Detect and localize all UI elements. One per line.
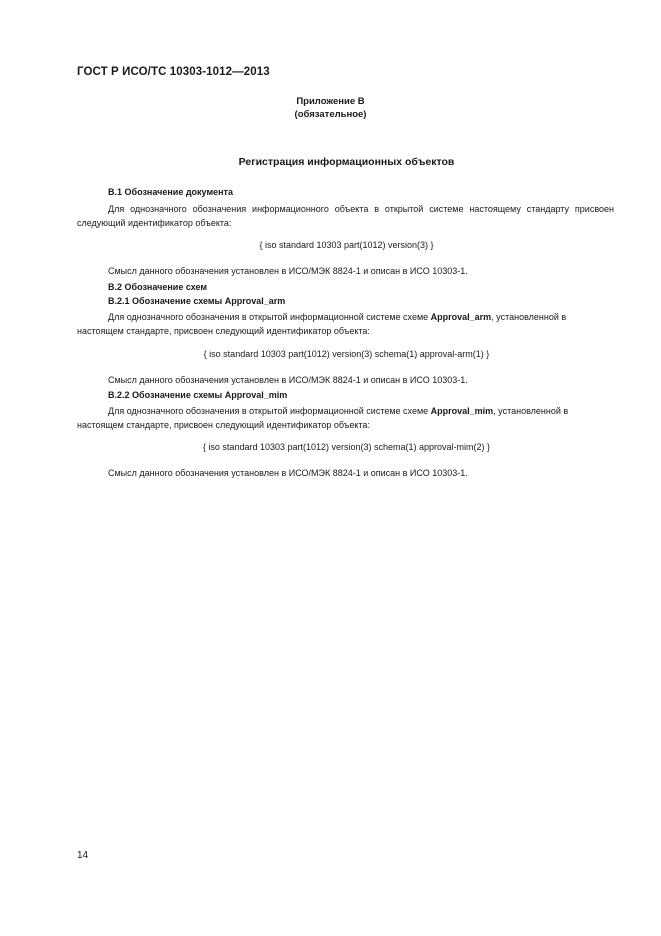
object-identifier-b22: { iso standard 10303 part(1012) version(3) schema(1) approval-mim(2) } <box>202 442 491 452</box>
schema-name-arm: Approval_arm <box>430 312 492 322</box>
section-heading-b21: В.2.1 Обозначение схемы Approval_arm <box>108 296 286 306</box>
section-heading-b1: В.1 Обозначение документа <box>108 187 233 197</box>
paragraph-b21-text-before: Для однозначного обозначения в открытой информационной системе схеме <box>108 312 431 322</box>
paragraph-b1 <box>77 203 614 230</box>
paragraph-b22 <box>77 405 614 432</box>
object-identifier-b21: { iso standard 10303 part(1012) version(3) schema(1) approval-arm(1) } <box>203 349 490 359</box>
note-b21: Смысл данного обозначения установлен в ИСО/МЭК 8824-1 и описан в ИСО 10303-1. <box>108 375 468 385</box>
annex-title: Регистрация информационных объектов <box>238 156 455 168</box>
object-identifier-b1: { iso standard 10303 part(1012) version(3) } <box>259 240 434 250</box>
note-b1: Смысл данного обозначения установлен в ИСО/МЭК 8824-1 и описан в ИСО 10303-1. <box>108 266 468 276</box>
paragraph-b1-text: Для однозначного обозначения информационного объекта в открытой системе настоящему стандарту присвоен следующий идентификатор объекта: <box>77 204 614 228</box>
schema-name-mim: Approval_mim <box>430 406 494 416</box>
section-heading-b2: В.2 Обозначение схем <box>108 282 208 292</box>
page-number: 14 <box>77 850 89 861</box>
annex-label: Приложение В <box>296 96 365 107</box>
paragraph-b22-text-after: , установленной в настоящем стандарте, присвоен следующий идентификатор объекта: <box>77 406 569 430</box>
paragraph-b22-text-before: Для однозначного обозначения в открытой информационной системе схеме <box>108 406 431 416</box>
annex-status: (обязательное) <box>294 109 367 120</box>
section-heading-b22: В.2.2 Обозначение схемы Approval_mim <box>108 390 288 400</box>
note-b22: Смысл данного обозначения установлен в ИСО/МЭК 8824-1 и описан в ИСО 10303-1. <box>108 468 468 478</box>
document-header: ГОСТ Р ИСО/ТС 10303-1012—2013 <box>77 66 270 78</box>
paragraph-b21 <box>77 311 614 338</box>
paragraph-b21-text-after: , установленной в настоящем стандарте, присвоен следующий идентификатор объекта: <box>77 312 567 336</box>
